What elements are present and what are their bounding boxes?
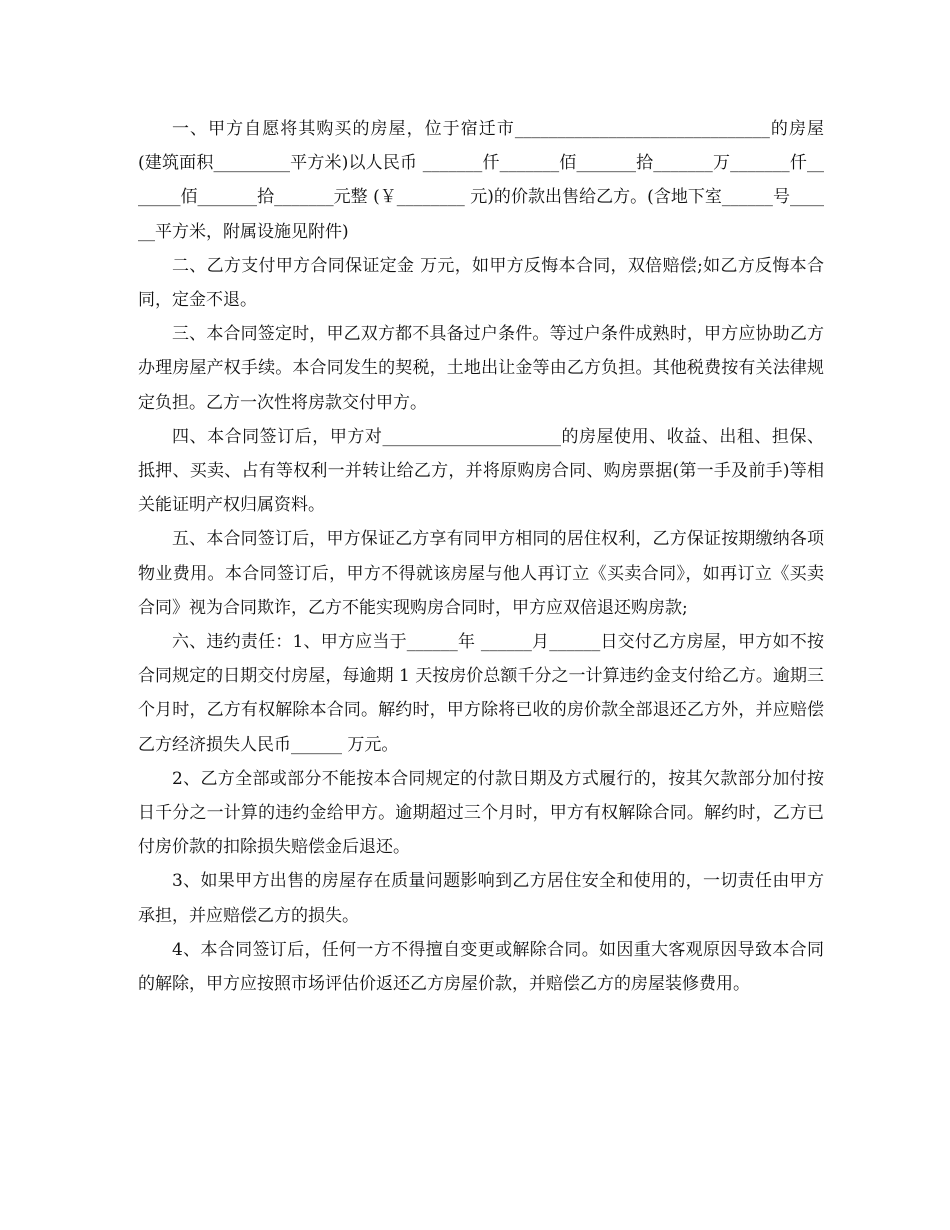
document-page [138,112,824,1001]
clause-2-deposit: 二、乙方支付甲方合同保证定金 万元，如甲方反悔本合同，双倍赔偿;如乙方反悔本合同，定金不退。 [138,255,824,311]
clause-3-transfer: 三、本合同签定时，甲乙双方都不具备过户条件。等过户条件成熟时，甲方应协助乙方办理房屋产权手续。本合同发生的契税，土地出让金等由乙方负担。其他税费按有关法律规定负担。乙方一次性将房款交付甲方。 [138,324,824,413]
clause-4-rights: 四、本合同签订后，甲方对_____________________的房屋使用、收益、出租、担保、抵押、买卖、占有等权利一并转让给乙方，并将原购房合同、购房票据(第一手及前手)等相关能证明产权归属资料。 [138,426,824,516]
clause-6-item-3: 3、如果甲方出售的房屋存在质量问题影响到乙方居住安全和使用的，一切责任由甲方承担，并应赔偿乙方的损失。 [138,871,824,926]
clause-6-breach: 六、违约责任：1、甲方应当于______年 ______月______日交付乙方房屋，甲方如不按合同规定的日期交付房屋，每逾期 1 天按房价总额千分之一计算违约金支付给乙方。逾期三个月时，乙方有权解除本合同。解约时，甲方除将已收的房价款全部退还乙方外，并应赔偿乙方经济损失人民币______ 万元。 [138,632,824,755]
clause-5-residence: 五、本合同签订后，甲方保证乙方享有同甲方相同的居住权利，乙方保证按期缴纳各项物业费用。本合同签订后，甲方不得就该房屋与他人再订立《买卖合同》，如再订立《买卖合同》视为合同欺诈，乙方不能实现购房合同时，甲方应双倍退还购房款; [138,529,824,618]
clause-6-item-4: 4、本合同签订后，任何一方不得擅自变更或解除合同。如因重大客观原因导致本合同的解除，甲方应按照市场评估价返还乙方房屋价款，并赔偿乙方的房屋装修费用。 [138,939,824,995]
clause-6-item-2: 2、乙方全部或部分不能按本合同规定的付款日期及方式履行的，按其欠款部分加付按日千分之一计算的违约金给甲方。逾期超过三个月时，甲方有权解除合同。解约时，乙方已付房价款的扣除损失赔偿金后退还。 [138,768,824,858]
clause-1-sale-terms: 一、甲方自愿将其购买的房屋，位于宿迁市______________________________的房屋(建筑面积_________平方米)以人民币 _______仟_______佰_______拾_______万_______仟_______佰_______拾_______元整 (￥________ 元)的价款出售给乙方。(含地下室______号______平方米，附属设施见附件) [138,119,824,242]
